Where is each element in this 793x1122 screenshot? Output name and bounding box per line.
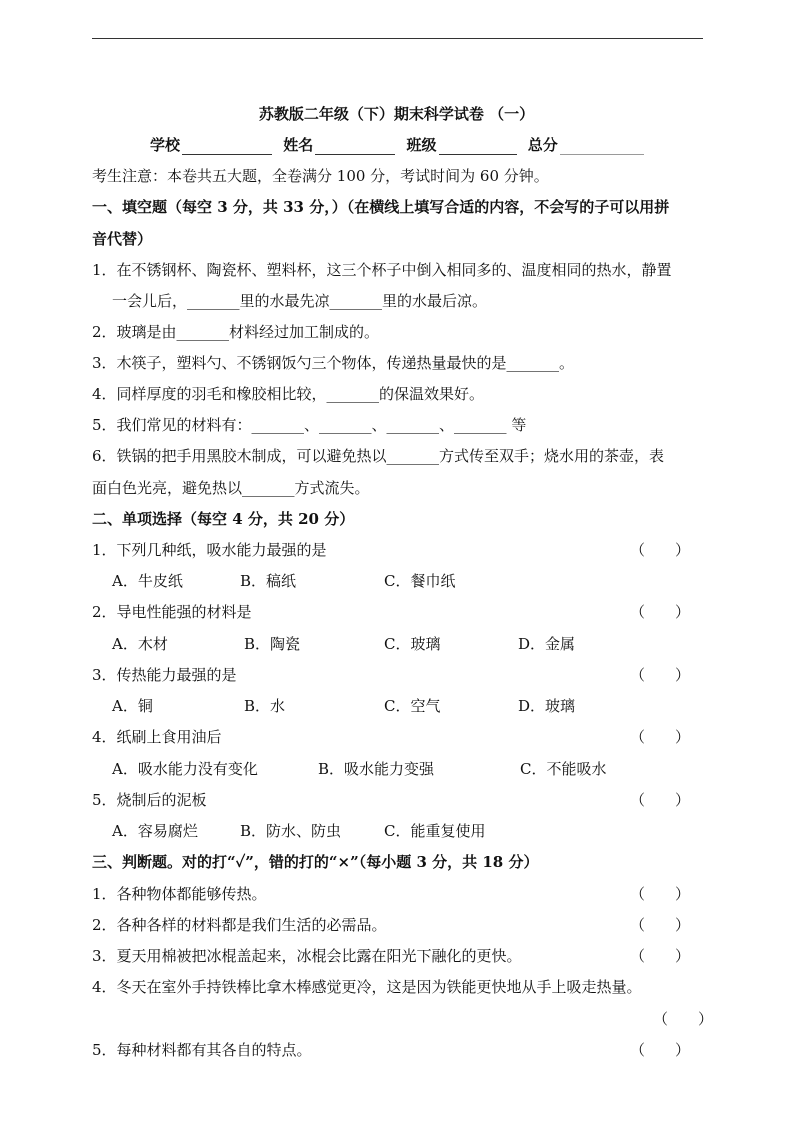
fill-q1-cont: 一会儿后，_______里的水最先凉_______里的水最后凉。 <box>112 292 488 310</box>
fill-q1: 1．在不锈钢杯、陶瓷杯、塑料杯，这三个杯子中倒入相同多的、温度相同的热水，静置 <box>92 261 672 279</box>
class-blank[interactable] <box>439 139 517 155</box>
choice-q2-option-c[interactable]: C．玻璃 <box>384 635 441 653</box>
choice-q3-option-c[interactable]: C．空气 <box>384 697 441 715</box>
choice-q4-stem: 4．纸刷上食用油后 <box>92 728 222 746</box>
exam-title: 苏教版二年级（下）期末科学试卷 （一） <box>258 105 535 123</box>
fill-q4: 4．同样厚度的羽毛和橡胶相比较，_______的保温效果好。 <box>92 385 485 403</box>
choice-q1-option-b[interactable]: B．稿纸 <box>240 572 297 590</box>
judge-q2-answer-paren[interactable]: （ ） <box>629 916 690 934</box>
choice-q1-option-a[interactable]: A．牛皮纸 <box>112 572 183 590</box>
judge-q4: 4．冬天在室外手持铁棒比拿木棒感觉更冷，这是因为铁能更快地从手上吸走热量。 <box>92 978 642 996</box>
choice-q4-option-b[interactable]: B．吸水能力变强 <box>318 760 435 778</box>
judge-q4-answer-paren[interactable]: （ ） <box>652 1010 713 1028</box>
judge-q3: 3．夏天用棉被把冰棍盖起来，冰棍会比露在阳光下融化的更快。 <box>92 947 522 965</box>
choice-q3-stem: 3．传热能力最强的是 <box>92 666 237 684</box>
choice-q2-stem: 2．导电性能强的材料是 <box>92 603 252 621</box>
fill-q6-cont: 面白色光亮，避免热以_______方式流失。 <box>92 479 370 497</box>
choice-q5-option-a[interactable]: A．容易腐烂 <box>112 822 198 840</box>
header-rule <box>92 38 703 39</box>
exam-notice: 考生注意：本卷共五大题，全卷满分 100 分，考试时间为 60 分钟。 <box>92 167 549 185</box>
choice-q2-option-a[interactable]: A．木材 <box>112 635 168 653</box>
choice-q5-option-c[interactable]: C．能重复使用 <box>384 822 486 840</box>
choice-q1-answer-paren[interactable]: （ ） <box>629 541 690 559</box>
judge-q3-answer-paren[interactable]: （ ） <box>629 947 690 965</box>
choice-q2-option-b[interactable]: B．陶瓷 <box>244 635 301 653</box>
choice-q2-answer-paren[interactable]: （ ） <box>629 603 690 621</box>
judge-q5-answer-paren[interactable]: （ ） <box>629 1041 690 1059</box>
choice-q4-option-c[interactable]: C．不能吸水 <box>520 760 607 778</box>
choice-q5-stem: 5．烧制后的泥板 <box>92 791 207 809</box>
choice-q1-stem: 1．下列几种纸，吸水能力最强的是 <box>92 541 327 559</box>
section1-heading: 一、填空题（每空 3 分，共 33 分，）（在横线上填写合适的内容，不会写的子可以用拼 <box>92 198 670 216</box>
choice-q3-answer-paren[interactable]: （ ） <box>629 666 690 684</box>
section2-heading: 二、单项选择（每空 4 分，共 20 分） <box>92 510 355 528</box>
class-label: 班级 <box>406 136 437 154</box>
judge-q2: 2．各种各样的材料都是我们生活的必需品。 <box>92 916 387 934</box>
total-blank[interactable] <box>560 139 644 155</box>
choice-q5-answer-paren[interactable]: （ ） <box>629 791 690 809</box>
name-blank[interactable] <box>315 139 395 155</box>
judge-q1: 1．各种物体都能够传热。 <box>92 885 267 903</box>
choice-q2-option-d[interactable]: D．金属 <box>518 635 576 653</box>
judge-q5: 5．每种材料都有其各自的特点。 <box>92 1041 312 1059</box>
choice-q5-option-b[interactable]: B．防水、防虫 <box>240 822 342 840</box>
judge-q1-answer-paren[interactable]: （ ） <box>629 885 690 903</box>
choice-q3-option-a[interactable]: A．铜 <box>112 697 153 715</box>
choice-q1-option-c[interactable]: C．餐巾纸 <box>384 572 456 590</box>
choice-q3-option-b[interactable]: B．水 <box>244 697 286 715</box>
choice-q4-option-a[interactable]: A．吸水能力没有变化 <box>112 760 258 778</box>
section3-heading: 三、判断题。对的打“✓”，错的打的“×”（每小题 3 分，共 18 分） <box>92 853 539 871</box>
school-blank[interactable] <box>182 139 272 155</box>
choice-q4-answer-paren[interactable]: （ ） <box>629 728 690 746</box>
fill-q6: 6．铁锅的把手用黑胶木制成，可以避免热以_______方式传至双手；烧水用的茶壶，表 <box>92 447 665 465</box>
fill-q2: 2．玻璃是由_______材料经过加工制成的。 <box>92 323 380 341</box>
name-label: 姓名 <box>283 136 314 154</box>
fill-q3: 3．木筷子，塑料勺、不锈钢饭勺三个物体，传递热量最快的是_______。 <box>92 354 575 372</box>
fill-q5: 5．我们常见的材料有：_______、_______、_______、_______ 等 <box>92 416 527 434</box>
student-info-line <box>150 134 650 155</box>
section1-heading-cont: 音代替） <box>92 230 153 248</box>
total-label: 总分 <box>527 136 558 154</box>
school-label: 学校 <box>150 136 181 154</box>
choice-q3-option-d[interactable]: D．玻璃 <box>518 697 576 715</box>
